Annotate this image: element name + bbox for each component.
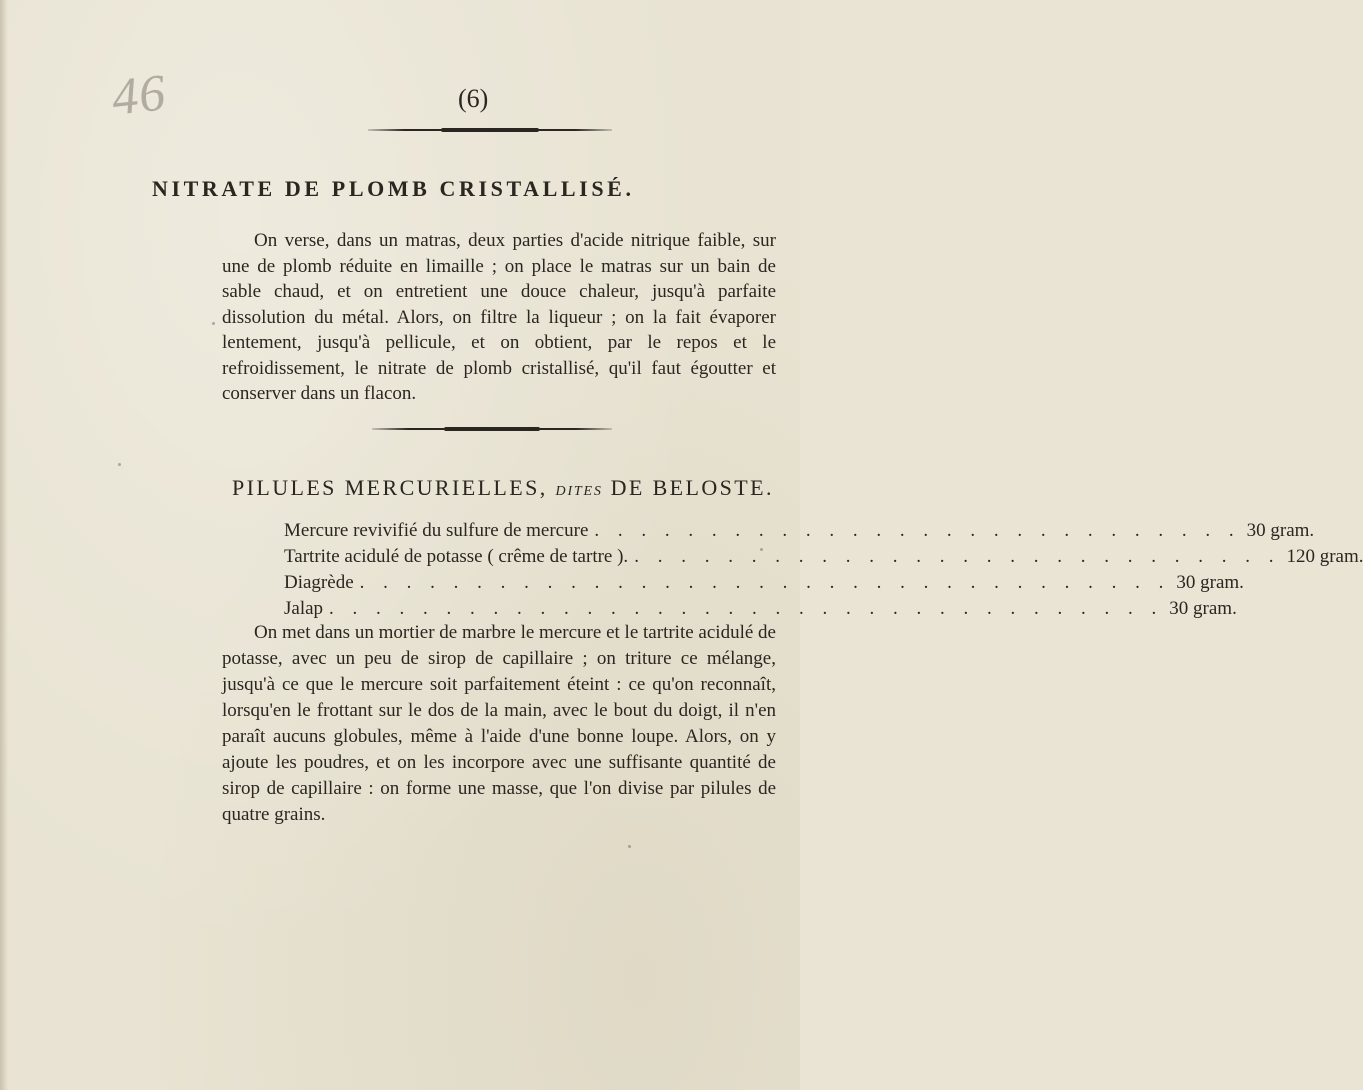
title-main: PILULES MERCURIELLES, xyxy=(232,475,548,500)
leader-dots: . . . . . . . . . . . . . . . . . . . . . . . . . . . . xyxy=(634,546,1281,567)
ingredient-row xyxy=(284,546,1363,572)
ingredient-row xyxy=(284,572,1244,598)
section-title-nitrate: NITRATE DE PLOMB CRISTALLISÉ. xyxy=(152,176,635,201)
ingredient-quantity: 30 gram. xyxy=(1169,598,1237,619)
ingredient-quantity: 120 gram. xyxy=(1286,546,1363,567)
leader-dots: . . . . . . . . . . . . . . . . . . . . . . . . . . . . . . . . . . . . xyxy=(329,598,1164,619)
ingredient-quantity: 30 gram. xyxy=(1246,520,1315,541)
page-number: (6) xyxy=(458,84,489,113)
paragraph-text: On verse, dans un matras, deux parties d'acide nitrique faible, sur une de plomb réduite en limaille ; on place le matras sur un bain de sable chaud, et on entretient une douce chaleur, jusqu'à parfaite dissolution du métal. Alors, on filtre la liqueur ; on la fait évaporer lentement, jusqu'à pellicule, et on obtient, par le repos et le refroidissement, le nitrate de plomb cristallisé, qu'il faut égoutter et conserver dans un flacon. xyxy=(222,230,776,404)
ornamental-rule-top xyxy=(368,129,612,131)
ingredient-row xyxy=(284,520,1315,546)
ingredient-quantity: 30 gram. xyxy=(1176,572,1244,593)
handwritten-folio-mark: 46 xyxy=(109,64,169,127)
title-end: DE BELOSTE. xyxy=(610,475,774,500)
leader-dots: . . . . . . . . . . . . . . . . . . . . . . . . . . . . . . . . . . . xyxy=(359,572,1171,593)
ingredient-name: Tartrite acidulé de potasse ( crême de tartre ). xyxy=(284,546,629,567)
ingredient-name: Diagrède xyxy=(284,572,354,593)
paper-speck xyxy=(118,463,121,466)
paper-speck xyxy=(212,322,215,325)
ingredient-name: Jalap xyxy=(284,598,324,619)
leader-dots: . . . . . . . . . . . . . . . . . . . . . . . . . . . . xyxy=(594,520,1241,541)
paper-speck xyxy=(760,548,763,551)
paragraph-text: On met dans un mortier de marbre le mercure et le tartrite acidulé de potasse, avec un peu de sirop de capillaire ; on triture ce mélange, jusqu'à ce que le mercure soit parfaitement éteint : ce qu'on reconnaît, lorsqu'en le frottant sur le dos de la main, avec le bout du doigt, il n'en paraît aucuns globules, même à l'aide d'une bonne loupe. Alors, on y ajoute les poudres, et on les incorpore avec une suffisante quantité de sirop de capillaire : on forme une masse, que l'on divise par pilules de quatre grains. xyxy=(222,622,776,825)
paper-speck xyxy=(628,845,631,848)
ornamental-rule-middle xyxy=(372,428,612,430)
section-title-pilules xyxy=(232,475,772,501)
title-dites: DITES xyxy=(555,484,603,499)
ingredient-name: Mercure revivifié du sulfure de mercure xyxy=(284,520,589,541)
page-edge-shadow xyxy=(0,0,8,1090)
section-paragraph-pilules xyxy=(222,620,776,828)
section-paragraph-nitrate xyxy=(222,228,776,407)
ingredient-list xyxy=(284,520,1363,624)
